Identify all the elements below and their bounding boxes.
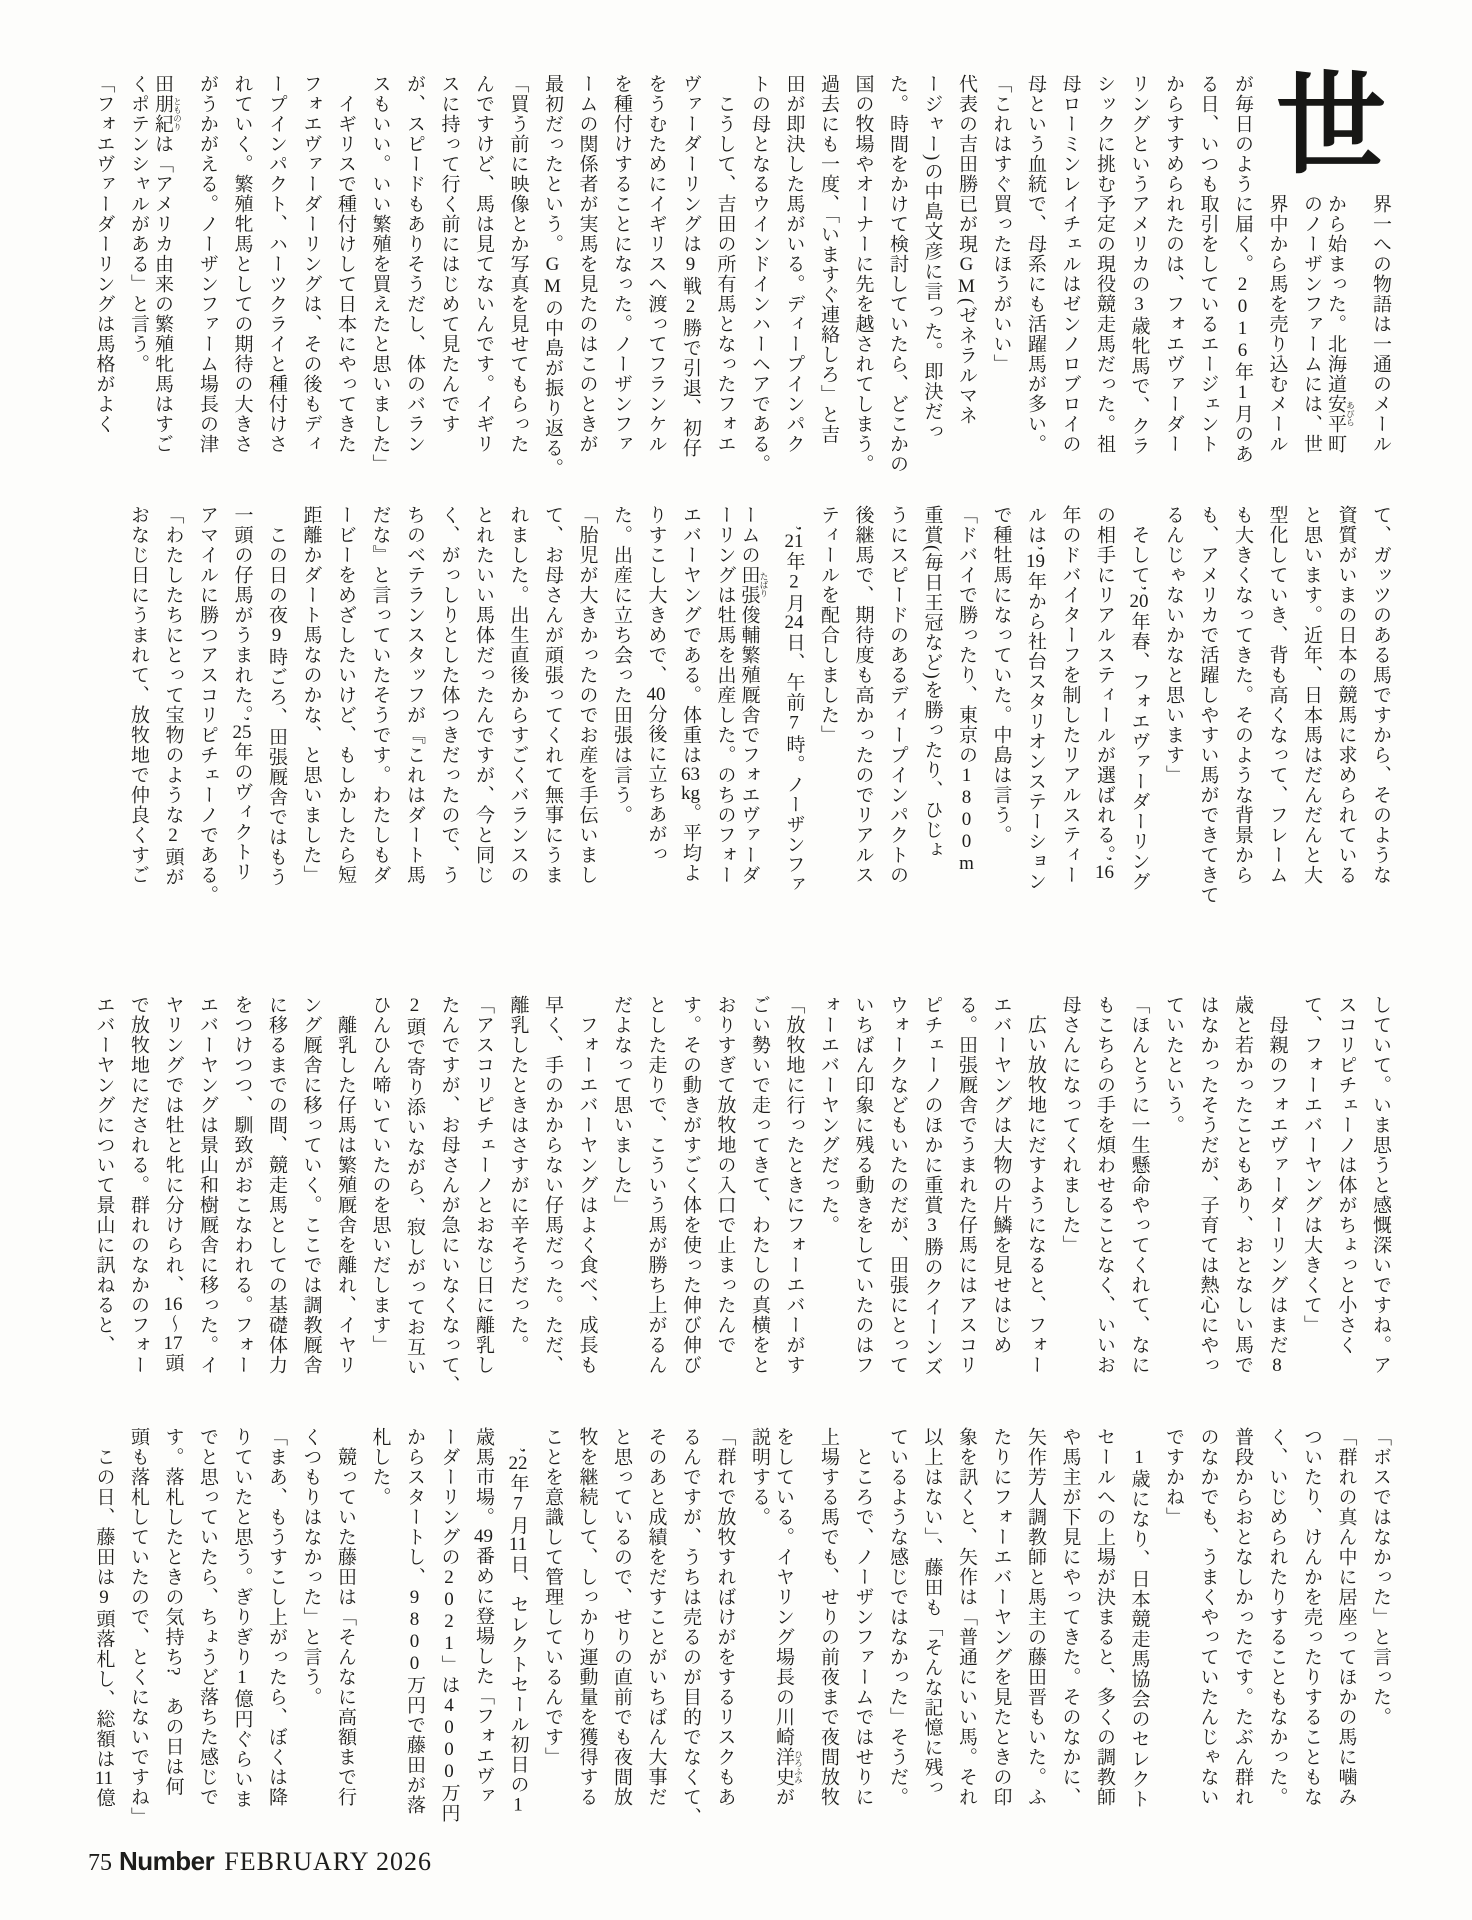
text-column: 歳馬市場。49番めに登場した「フォエヴァ	[473, 1427, 494, 1806]
text-column: 離乳した仔馬は繁殖厩舎を離れ、イヤリ	[335, 995, 356, 1375]
text-column: くつもりはなかった」と言う。	[300, 1427, 322, 1707]
text-column: ついたり、けんかを売ったりすることもな	[1301, 1427, 1322, 1807]
article-band-1	[75, 65, 1391, 478]
text-column: 母親のフォエヴァーダーリングはまだ8	[1266, 995, 1288, 1377]
text-column: に移るまでの間、競走馬としての基礎体力	[266, 995, 287, 1375]
text-column: から始まった。北海道安平 あびら町	[1325, 194, 1356, 454]
text-column: スもいい。いい繁殖を買えたと思いました」	[369, 74, 391, 474]
text-column: 「これはすぐ買ったほうがいい」	[990, 74, 1012, 374]
text-column: 早く、手のかからない仔馬だった。ただ、	[542, 995, 563, 1375]
text-column: エバーヤングは大物の片鱗を見せはじめ	[990, 995, 1012, 1355]
text-column: ことを意識して管理しているんです」	[542, 1427, 563, 1767]
text-column: 2頭で寄り添いながら、寂しがってお互い	[404, 995, 425, 1377]
text-column: イギリスで種付けして日本にやってきた	[335, 74, 356, 454]
drop-cap-character: 世	[1276, 65, 1386, 187]
text-column: 一頭の仔馬がうまれた。’25年のヴィクトリ	[231, 505, 253, 882]
text-column: エバーヤングである。体重は63kg。平均よ	[680, 505, 701, 883]
text-column: 距離かダート馬なのかな、と思いました」	[300, 505, 322, 885]
text-column: や馬主が下見にやってきた。そのなかに、	[1059, 1427, 1081, 1807]
text-column: だな』と言っていたそうです。わたしもダ	[369, 505, 391, 885]
text-column: 以上はない」、藤田も「そんな記憶に残っ	[921, 1427, 943, 1798]
text-column: 界一への物語は一通のメール	[1370, 194, 1391, 454]
text-column: が毎日のように届く。2016年1月のあ	[1232, 74, 1253, 464]
text-column: 「群れで放牧すればけがをするリスクもあ	[714, 1427, 736, 1807]
text-column: 界中から馬を売り込むメール	[1266, 194, 1288, 454]
text-column: 国の牧場やオーナーに先を越されてしまう。	[852, 74, 874, 474]
text-column: エバーヤングは景山和樹厩舎に移った。イ	[197, 995, 218, 1375]
text-column: 離乳したときはさすがに辛そうだった。	[507, 995, 529, 1355]
text-column: の相手にリアルスティールが選ばれる。’16	[1094, 505, 1115, 882]
text-column: フォエヴァーダーリングは、その後もディ	[300, 74, 322, 454]
text-column: 重賞(毎日王冠など)を勝ったり、ひじょ	[921, 505, 943, 860]
text-column: この日の夜9時ごろ、田張厩舎ではもう	[266, 505, 287, 887]
text-column: と思います。近年、日本馬はだんだんと大	[1301, 505, 1322, 885]
text-column: 「ほんとうに一生懸命やってくれて、なに	[1128, 995, 1150, 1375]
text-column: 「胎児が大きかったのでお産を手伝いまし	[576, 505, 598, 885]
text-column: て、お母さんが頑張ってくれて無事にうま	[542, 505, 563, 885]
text-column: ームの関係者が実馬を見たのはこのときが	[576, 74, 598, 454]
text-column: スに持って行く前にはじめて見たんです	[438, 74, 460, 434]
text-column: た。出産に立ち会った田張は言う。	[611, 505, 632, 825]
issue-date: FEBRUARY 2026	[224, 1847, 433, 1876]
text-column: る日、いつも取引をしているエージェント	[1197, 74, 1219, 454]
text-column: 牧を継続して、しっかり運動量を獲得する	[576, 1427, 598, 1807]
text-column: エバーヤングについて景山に訊ねると、	[93, 995, 115, 1355]
text-column: ひんひん啼いていたのを思いだします」	[369, 995, 391, 1355]
text-column: ービーをめざしたいけど、もしかしたら短	[335, 505, 356, 885]
text-column: フォーエバーヤングはよく食べ、成長も	[576, 995, 598, 1375]
text-column: 母さんになってくれました」	[1059, 995, 1081, 1255]
text-column: りすこし大きめで、40分後に立ちあがっ	[645, 505, 667, 864]
text-column: リングというアメリカの3歳牝馬で、クラ	[1128, 74, 1150, 456]
text-column: 象を訊くと、矢作は「普通にいい馬。それ	[956, 1427, 977, 1807]
text-column: をしている。イヤリング場長の川崎洋史 ひろふみが	[773, 1427, 804, 1807]
text-column: ング厩舎に移っていく。ここでは調教厩舎	[300, 995, 322, 1375]
text-column: 「放牧地に行ったときにフォーエバーがす	[783, 995, 805, 1375]
text-column: だよなって思いました」	[611, 995, 632, 1215]
text-column: ’22年7月11日、セレクトセール初日の1	[507, 1427, 529, 1817]
text-column: 「買う前に映像とか写真を見せてもらった	[507, 74, 529, 454]
text-column: からすすめられたのは、フォエヴァーダー	[1163, 74, 1184, 454]
text-column: でと思っていたら、ちょうど落ちた感じで	[197, 1427, 218, 1807]
text-column: 競っていた藤田は「そんなに高額まで行	[335, 1427, 356, 1807]
text-column: るんじゃないかなと思います」	[1163, 505, 1184, 785]
text-column: トの母となるウインドインハーヘアである。	[749, 74, 770, 474]
text-column: 後継馬で、期待度も高かったのでリアルス	[852, 505, 874, 885]
text-column: く、いじめられたりすることもなかった。	[1266, 1427, 1288, 1807]
text-column: 普段からおとなしかったです。たぶん群れ	[1232, 1427, 1253, 1807]
text-column: 年のドバイターフを制したリアルスティー	[1059, 505, 1081, 885]
page-number: 75	[88, 1850, 112, 1876]
text-column: 「フォエヴァーダーリングは馬格がよく	[93, 74, 115, 434]
text-column: りていたと思う。ぎりぎり1億円ぐらいま	[231, 1427, 253, 1809]
text-column: がうかがえる。ノーザンファーム場長の津	[197, 74, 218, 454]
text-column: を種付けすることになった。ノーザンファ	[611, 74, 632, 454]
text-column: 田が即決した馬がいる。ディープインパク	[783, 74, 805, 454]
text-column: ているような感じではなかった」そうだ。	[887, 1427, 908, 1807]
text-column: ーリングは牡馬を出産した。のちのフォー	[714, 505, 736, 885]
text-column: をつけつつ、馴致がおこなわれる。フォー	[231, 995, 253, 1375]
text-column: す。その動きがすごく体を使った伸び伸び	[680, 995, 701, 1375]
text-column: も、アメリカで活躍しやすい馬ができてきて	[1197, 505, 1219, 905]
text-column: て、ガッツのある馬ですから、そのような	[1370, 505, 1391, 885]
text-column: 歳と若かったこともあり、おとなしい馬で	[1232, 995, 1253, 1375]
text-column: こうして、吉田の所有馬となったフォエ	[714, 74, 736, 454]
text-column: たりにフォーエバーヤングを見たときの印	[990, 1427, 1012, 1807]
text-column: ーダーリングの2021」は4000万円	[438, 1427, 460, 1823]
text-column: ウォークなどもいたのだが、田張にとって	[887, 995, 908, 1375]
text-column: ピチェーノのほかに重賞3勝のクイーンズ	[921, 995, 943, 1377]
text-column: そのあと成績をだすことがいちばん大事だ	[645, 1427, 667, 1807]
text-column: 「わたしたちにとって宝物のような2頭が	[162, 505, 184, 887]
text-column: 説明する。	[749, 1427, 770, 1527]
text-column: るんですが、うちは売るのが目的でなくて、	[680, 1427, 701, 1827]
text-column: る。田張厩舎でうまれた仔馬にはアスコリ	[956, 995, 977, 1375]
text-column: ちのベテランスタッフが『これはダート馬	[404, 505, 425, 885]
text-column: 母ローミンレイチェルはゼンノロブロイの	[1059, 74, 1081, 454]
text-column: ところで、ノーザンファームではせりに	[852, 1427, 874, 1807]
text-column: ヤリングでは牡と牝に分けられ、16〜17頭	[162, 995, 184, 1373]
text-column: 過去にも一度、「いますぐ連絡しろ」と吉	[818, 74, 839, 445]
text-column: 最初だったという。GMの中島が振り返る。	[542, 74, 563, 478]
page-footer	[88, 1846, 432, 1877]
text-column: そして’20年春、フォエヴァーダーリング	[1128, 505, 1150, 892]
text-column: 母という血統で、母系にも活躍馬が多い。	[1025, 74, 1046, 454]
text-column: 型化していき、背も高くなって、フレーム	[1266, 505, 1288, 885]
text-column: と思っているので、せりの直前でも夜間放	[611, 1427, 632, 1807]
text-column: ’21年2月24日、午前7時。ノーザンファ	[783, 505, 805, 895]
text-column: くポテンシャルがある」と言う。	[128, 74, 149, 374]
text-column: 「アスコリピチェーノとおなじ日に離乳し	[473, 995, 494, 1375]
text-column: ォーエバーヤングだった。	[818, 995, 839, 1235]
text-column: 1歳になり、日本競走馬協会のセレクト	[1128, 1447, 1150, 1809]
text-column: た。時間をかけて検討していたら、どこかの	[887, 74, 908, 474]
text-column: おりすぎて放牧地の入口で止まったんで	[714, 995, 736, 1355]
text-column: 広い放牧地にだすようになると、フォー	[1025, 995, 1046, 1375]
text-column: とした走りで、こういう馬が勝ち上がるん	[645, 995, 667, 1375]
text-column: 代表の吉田勝已が現GM(ゼネラルマネ	[956, 74, 977, 426]
text-column: ームの田張 たばり俊輔繁殖厩舎でフォエヴァーダ	[738, 505, 769, 885]
text-column: とれたいい馬体だったんですが、今と同じ	[473, 505, 494, 885]
text-column: 「ドバイで勝ったり、東京の1800m	[956, 505, 977, 875]
text-column: で種牡馬になっていた。中島は言う。	[990, 505, 1012, 845]
text-column: で放牧地にだされる。群れのなかのフォー	[128, 995, 149, 1375]
text-column: シックに挑む予定の現役競走馬だった。祖	[1094, 74, 1115, 454]
text-column: 「ボスではなかった」と言った。	[1370, 1427, 1391, 1727]
text-column: ですかね」	[1163, 1427, 1184, 1527]
magazine-logo: Number	[119, 1846, 215, 1876]
text-column: ていたという。	[1163, 995, 1184, 1135]
text-column: す。落札したときの気持ち? あの日は何	[162, 1427, 184, 1797]
text-column: く、がっしりとした体つきだったので、う	[438, 505, 460, 885]
text-column: おなじ日にうまれて、放牧地で仲良くすご	[128, 505, 149, 885]
text-column: て、フォーエバーヤングは大きくて」	[1301, 995, 1322, 1335]
text-column: アマイルに勝つアスコリピチェーノである。	[197, 505, 218, 905]
text-column: ージャー)の中島文彦に言った。即決だっ	[921, 74, 943, 442]
text-column: はなかったそうだが、子育ては熱心にやっ	[1197, 995, 1219, 1375]
text-column: れました。出生直後からすごくバランスの	[507, 505, 529, 885]
text-column: のノーザンファームには、世	[1301, 194, 1322, 454]
text-column: この日、藤田は9頭落札し、総額は11億	[93, 1427, 115, 1808]
text-column: んですけど、馬は見てないんです。イギリ	[473, 74, 494, 454]
text-column: も大きくなってきた。そのような背景から	[1232, 505, 1253, 885]
text-column: ープインパクト、ハーツクライと種付けさ	[266, 74, 287, 454]
text-column: ヴァーダーリングは9戦2勝で引退、初仔	[680, 74, 701, 458]
text-column: 田朋紀 とものりは「アメリカ由来の繁殖牝馬はすご	[152, 74, 183, 454]
text-column: ごい勢いで走ってきて、わたしの真横をと	[749, 995, 770, 1375]
text-column: 資質がいまの日本の競馬に求められている	[1335, 505, 1357, 885]
text-column: が、スピードもありそうだし、体のバラン	[404, 74, 425, 454]
text-column: していて。いま思うと感慨深いですね。ア	[1370, 995, 1391, 1375]
text-column: ルは’19年から社台スタリオンステーション	[1025, 505, 1046, 892]
text-column: のなかでも、うまくやっていたんじゃない	[1197, 1427, 1219, 1807]
text-column: もこちらの手を煩わせることなく、いいお	[1094, 995, 1115, 1375]
article-band-4	[75, 1427, 1390, 1827]
text-column: うにスピードのあるディープインパクトの	[887, 505, 908, 885]
text-column: いちばん印象に残る動きをしていたのはフ	[852, 995, 874, 1375]
text-column: スコリピチェーノは体がちょっと小さく	[1335, 995, 1357, 1355]
text-column: からスタートし、9800万円で藤田が落	[404, 1427, 425, 1815]
text-column: 札した。	[369, 1427, 391, 1507]
text-column: たんですが、お母さんが急にいなくなって、	[438, 995, 460, 1395]
text-column: 「群れの真ん中に居座ってほかの馬に噛み	[1335, 1427, 1357, 1807]
text-column: 「まあ、もうすこし上がったら、ぼくは降	[266, 1427, 287, 1807]
article-band-3	[75, 995, 1390, 1395]
text-column: 頭も落札していたので、とくにないですね」	[128, 1427, 149, 1827]
text-column: ティールを配合しました」	[818, 505, 839, 745]
text-column: をうむためにイギリスへ渡ってフランケル	[645, 74, 667, 454]
text-column: 矢作芳人調教師と馬主の藤田晋もいた。ふ	[1025, 1427, 1046, 1807]
article-band-2	[75, 505, 1390, 905]
text-column: れていく。繁殖牝馬としての期待の大きさ	[231, 74, 253, 454]
text-column: セールへの上場が決まると、多くの調教師	[1094, 1427, 1115, 1807]
text-column: 上場する馬でも、せりの前夜まで夜間放牧	[818, 1427, 839, 1807]
